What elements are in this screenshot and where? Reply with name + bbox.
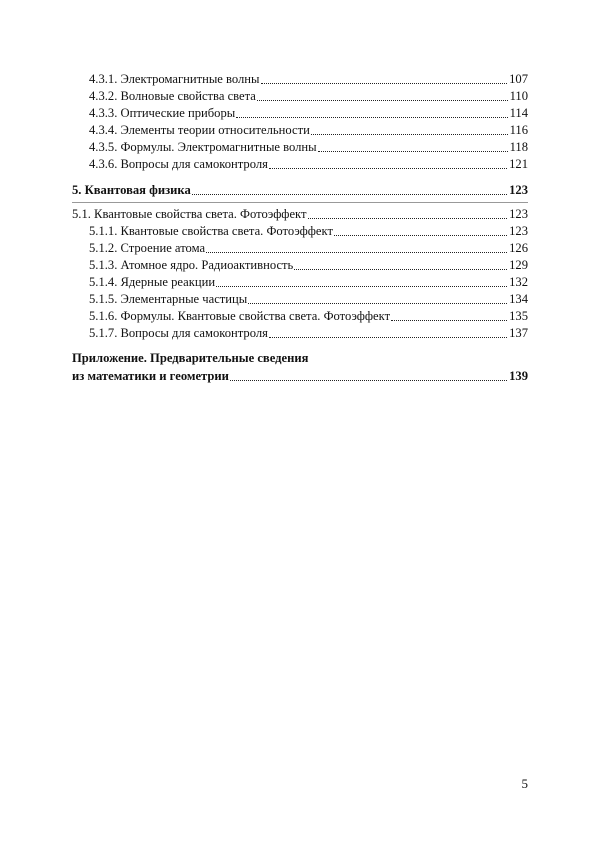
- toc-entry-label: 4.3.4. Элементы теории относительности: [89, 123, 310, 137]
- toc-entry-5-1-5[interactable]: [72, 290, 528, 307]
- toc-entry-page: 132: [509, 275, 528, 289]
- dot-leader: [248, 302, 507, 304]
- toc-entry-page: 129: [509, 258, 528, 272]
- toc-entry-4-3-1[interactable]: [72, 70, 528, 87]
- toc-chapter-label: 5.1. Квантовые свойства света. Фотоэффект: [72, 207, 307, 221]
- toc-entry-page: 107: [509, 72, 528, 86]
- table-of-contents: [72, 70, 528, 384]
- dot-leader: [269, 167, 507, 169]
- toc-entry-page: 137: [509, 326, 528, 340]
- toc-entry-5-1-1[interactable]: [72, 222, 528, 239]
- toc-entry-label: 4.3.5. Формулы. Электромагнитные волны: [89, 140, 317, 154]
- toc-entry-5-1-2[interactable]: [72, 239, 528, 256]
- dot-leader: [294, 268, 507, 270]
- toc-entry-label: 5.1.3. Атомное ядро. Радиоактивность: [89, 258, 294, 272]
- dot-leader: [192, 193, 507, 195]
- toc-entry-label: 5.1.6. Формулы. Квантовые свойства света. Фотоэффект: [89, 309, 391, 323]
- toc-entry-page: 135: [509, 309, 528, 323]
- toc-entry-page: 121: [509, 157, 528, 171]
- toc-section-5-heading[interactable]: [72, 181, 528, 198]
- toc-entry-4-3-2[interactable]: [72, 87, 528, 104]
- toc-entry-5-1-4[interactable]: [72, 273, 528, 290]
- toc-section-label: 5. Квантовая физика: [72, 183, 191, 197]
- toc-entry-page: 110: [509, 89, 528, 103]
- toc-entry-page: 114: [509, 106, 528, 120]
- toc-entry-5-1-3[interactable]: [72, 256, 528, 273]
- section-divider: [72, 202, 528, 203]
- toc-appendix[interactable]: [72, 350, 528, 384]
- dot-leader: [230, 379, 507, 381]
- toc-entry-page: 126: [509, 241, 528, 255]
- dot-leader: [206, 251, 507, 253]
- dot-leader: [334, 234, 507, 236]
- dot-leader: [311, 133, 508, 135]
- toc-entry-label: 4.3.2. Волновые свойства света: [89, 89, 256, 103]
- toc-entry-label: 5.1.2. Строение атома: [89, 241, 206, 255]
- toc-entry-label: 4.3.6. Вопросы для самоконтроля: [89, 157, 268, 171]
- dot-leader: [391, 319, 507, 321]
- page-number: 5: [521, 776, 528, 791]
- toc-entry-4-3-5[interactable]: [72, 138, 528, 155]
- toc-entry-page: 134: [509, 292, 528, 306]
- toc-entry-4-3-3[interactable]: [72, 104, 528, 121]
- toc-chapter-page: 123: [509, 207, 528, 221]
- dot-leader: [308, 217, 508, 219]
- toc-entry-label: 4.3.3. Оптические приборы: [89, 106, 236, 120]
- toc-entry-label: 5.1.1. Квантовые свойства света. Фотоэффект: [89, 224, 333, 238]
- dot-leader: [216, 285, 507, 287]
- appendix-title-line2: из математики и геометрии: [72, 369, 229, 383]
- toc-entry-label: 5.1.5. Элементарные частицы: [89, 292, 248, 306]
- toc-entry-4-3-6[interactable]: [72, 155, 528, 172]
- appendix-title-line2-row: [72, 367, 528, 384]
- dot-leader: [257, 99, 508, 101]
- dot-leader: [269, 336, 507, 338]
- dot-leader: [261, 82, 508, 84]
- dot-leader: [318, 150, 508, 152]
- toc-entry-page: 116: [509, 123, 528, 137]
- toc-entry-page: 123: [509, 224, 528, 238]
- appendix-title-line1: Приложение. Предварительные сведения: [72, 351, 309, 365]
- toc-entry-5-1-7[interactable]: [72, 324, 528, 341]
- toc-chapter-5-1[interactable]: [72, 205, 528, 222]
- toc-section-page: 123: [509, 183, 528, 197]
- toc-entry-label: 5.1.4. Ядерные реакции: [89, 275, 216, 289]
- toc-entry-label: 4.3.1. Электромагнитные волны: [89, 72, 260, 86]
- toc-entry-label: 5.1.7. Вопросы для самоконтроля: [89, 326, 268, 340]
- toc-entry-5-1-6[interactable]: [72, 307, 528, 324]
- toc-entry-page: 118: [509, 140, 528, 154]
- appendix-page: 139: [509, 369, 528, 383]
- dot-leader: [236, 116, 507, 118]
- toc-entry-4-3-4[interactable]: [72, 121, 528, 138]
